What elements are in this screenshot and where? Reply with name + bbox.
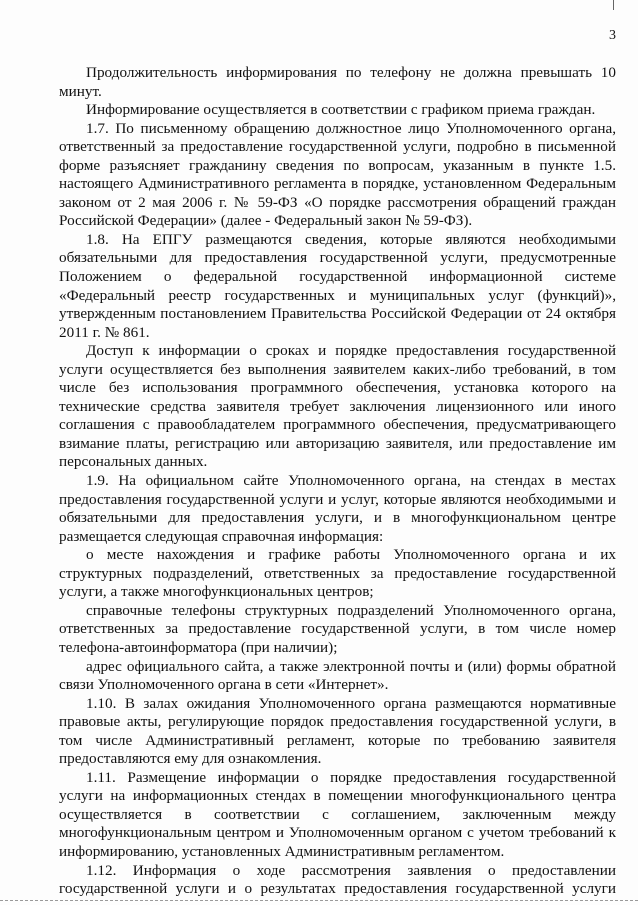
text-line: технические средства заявителя требует заключения лицензионного или иного — [59, 397, 616, 415]
text-line: «Федеральный реестр государственных и муниципальных услуг (функций)», — [59, 286, 616, 304]
text-line: числе без использования программного обеспечения, установка которого на — [59, 379, 616, 397]
document-body — [59, 64, 616, 899]
text-line: правовые акты, регулирующие порядок предоставления государственной услуги, в — [59, 713, 616, 731]
text-line: Российской Федерации» (далее - Федеральный закон № 59-ФЗ). — [59, 212, 473, 230]
text-line: адрес официального сайта, а также электронной почты и (или) формы обратной — [86, 657, 616, 675]
text-line: предоставления государственной услуги и услуг, которые являются необходимыми и — [59, 490, 616, 508]
text-line: многофункциональным центром и Уполномоченным органом с учетом требований к — [59, 824, 616, 842]
text-line: 1.7. По письменному обращению должностное лицо Уполномоченного органа, — [86, 119, 616, 137]
text-line: предоставляются ему для ознакомления. — [59, 750, 322, 768]
text-line: услуги, а также многофункциональных центров; — [59, 583, 374, 601]
text-line: персональных данных. — [59, 453, 208, 471]
text-line: Доступ к информации о сроках и порядке предоставления государственной — [86, 342, 616, 360]
text-line: обязательными для предоставления услуги, и в многофункциональном центре — [59, 509, 616, 527]
edge-mark — [613, 0, 614, 10]
text-line: осуществляется в соответствии с соглашением, заключенным между — [59, 805, 616, 823]
text-line: обязательными для предоставления государственной услуги, предусмотренные — [59, 249, 616, 267]
text-line: ответственный за предоставление государственной услуги, подробно в письменной — [59, 138, 616, 156]
text-line: справочные телефоны структурных подразделений Уполномоченного органа, — [86, 601, 616, 619]
text-line: Информирование осуществляется в соответствии с графиком приема граждан. — [86, 101, 596, 119]
text-line: размещается следующая справочная информация: — [59, 527, 384, 545]
text-line: соглашения с правообладателем программного обеспечения, предусматривающего — [59, 416, 616, 434]
text-line: настоящего Административного регламента в порядке, установленном Федеральным — [59, 175, 616, 193]
text-line: Продолжительность информирования по телефону не должна превышать 10 — [86, 64, 616, 81]
text-line: 1.11. Размещение информации о порядке предоставления государственной — [86, 768, 616, 786]
text-line: 1.10. В залах ожидания Уполномоченного органа размещаются нормативные — [86, 694, 616, 712]
text-line: услуги осуществляется без выполнения заявителем каких-либо требований, в том — [59, 360, 616, 378]
text-line: о месте нахождения и графике работы Уполномоченного органа и их — [86, 546, 616, 564]
text-line: ответственных за предоставление государственной услуги, в том числе номер — [59, 620, 616, 638]
text-line: 2011 г. № 861. — [59, 323, 150, 341]
text-line: Положением о федеральной государственной информационной системе — [59, 268, 616, 286]
text-line: структурных подразделений, ответственных за предоставление государственной — [59, 564, 616, 582]
text-line: государственной услуги и о результатах предоставления государственной услуги — [59, 880, 616, 898]
text-line: 1.8. На ЕПГУ размещаются сведения, которые являются необходимыми — [86, 230, 616, 248]
text-line: услуги на информационных стендах в помещении многофункционального центра — [59, 787, 616, 805]
text-line: 1.12. Информация о ходе рассмотрения заявления о предоставлении — [86, 861, 616, 879]
text-line: законом от 2 мая 2006 г. № 59-ФЗ «О порядке рассмотрения обращений граждан — [59, 193, 616, 211]
scan-edge — [0, 900, 638, 901]
text-line: том числе Административный регламент, которые по требованию заявителя — [59, 731, 616, 749]
text-line: информированию, установленных Административным регламентом. — [59, 842, 505, 860]
text-line: телефона-автоинформатора (при наличии); — [59, 638, 338, 656]
text-line: форме разъясняет гражданину сведения по вопросам, указанным в пункте 1.5. — [59, 156, 616, 174]
text-line: 1.9. На официальном сайте Уполномоченного органа, на стендах в местах — [86, 472, 616, 490]
page-number: 3 — [609, 28, 616, 43]
text-line: утвержденным постановлением Правительства Российской Федерации от 24 октября — [59, 305, 616, 323]
text-line: минут. — [59, 82, 102, 100]
text-line: взимание платы, регистрацию или авторизацию заявителя, или предоставление им — [59, 434, 616, 452]
text-line: связи Уполномоченного органа в сети «Интернет». — [59, 676, 389, 694]
